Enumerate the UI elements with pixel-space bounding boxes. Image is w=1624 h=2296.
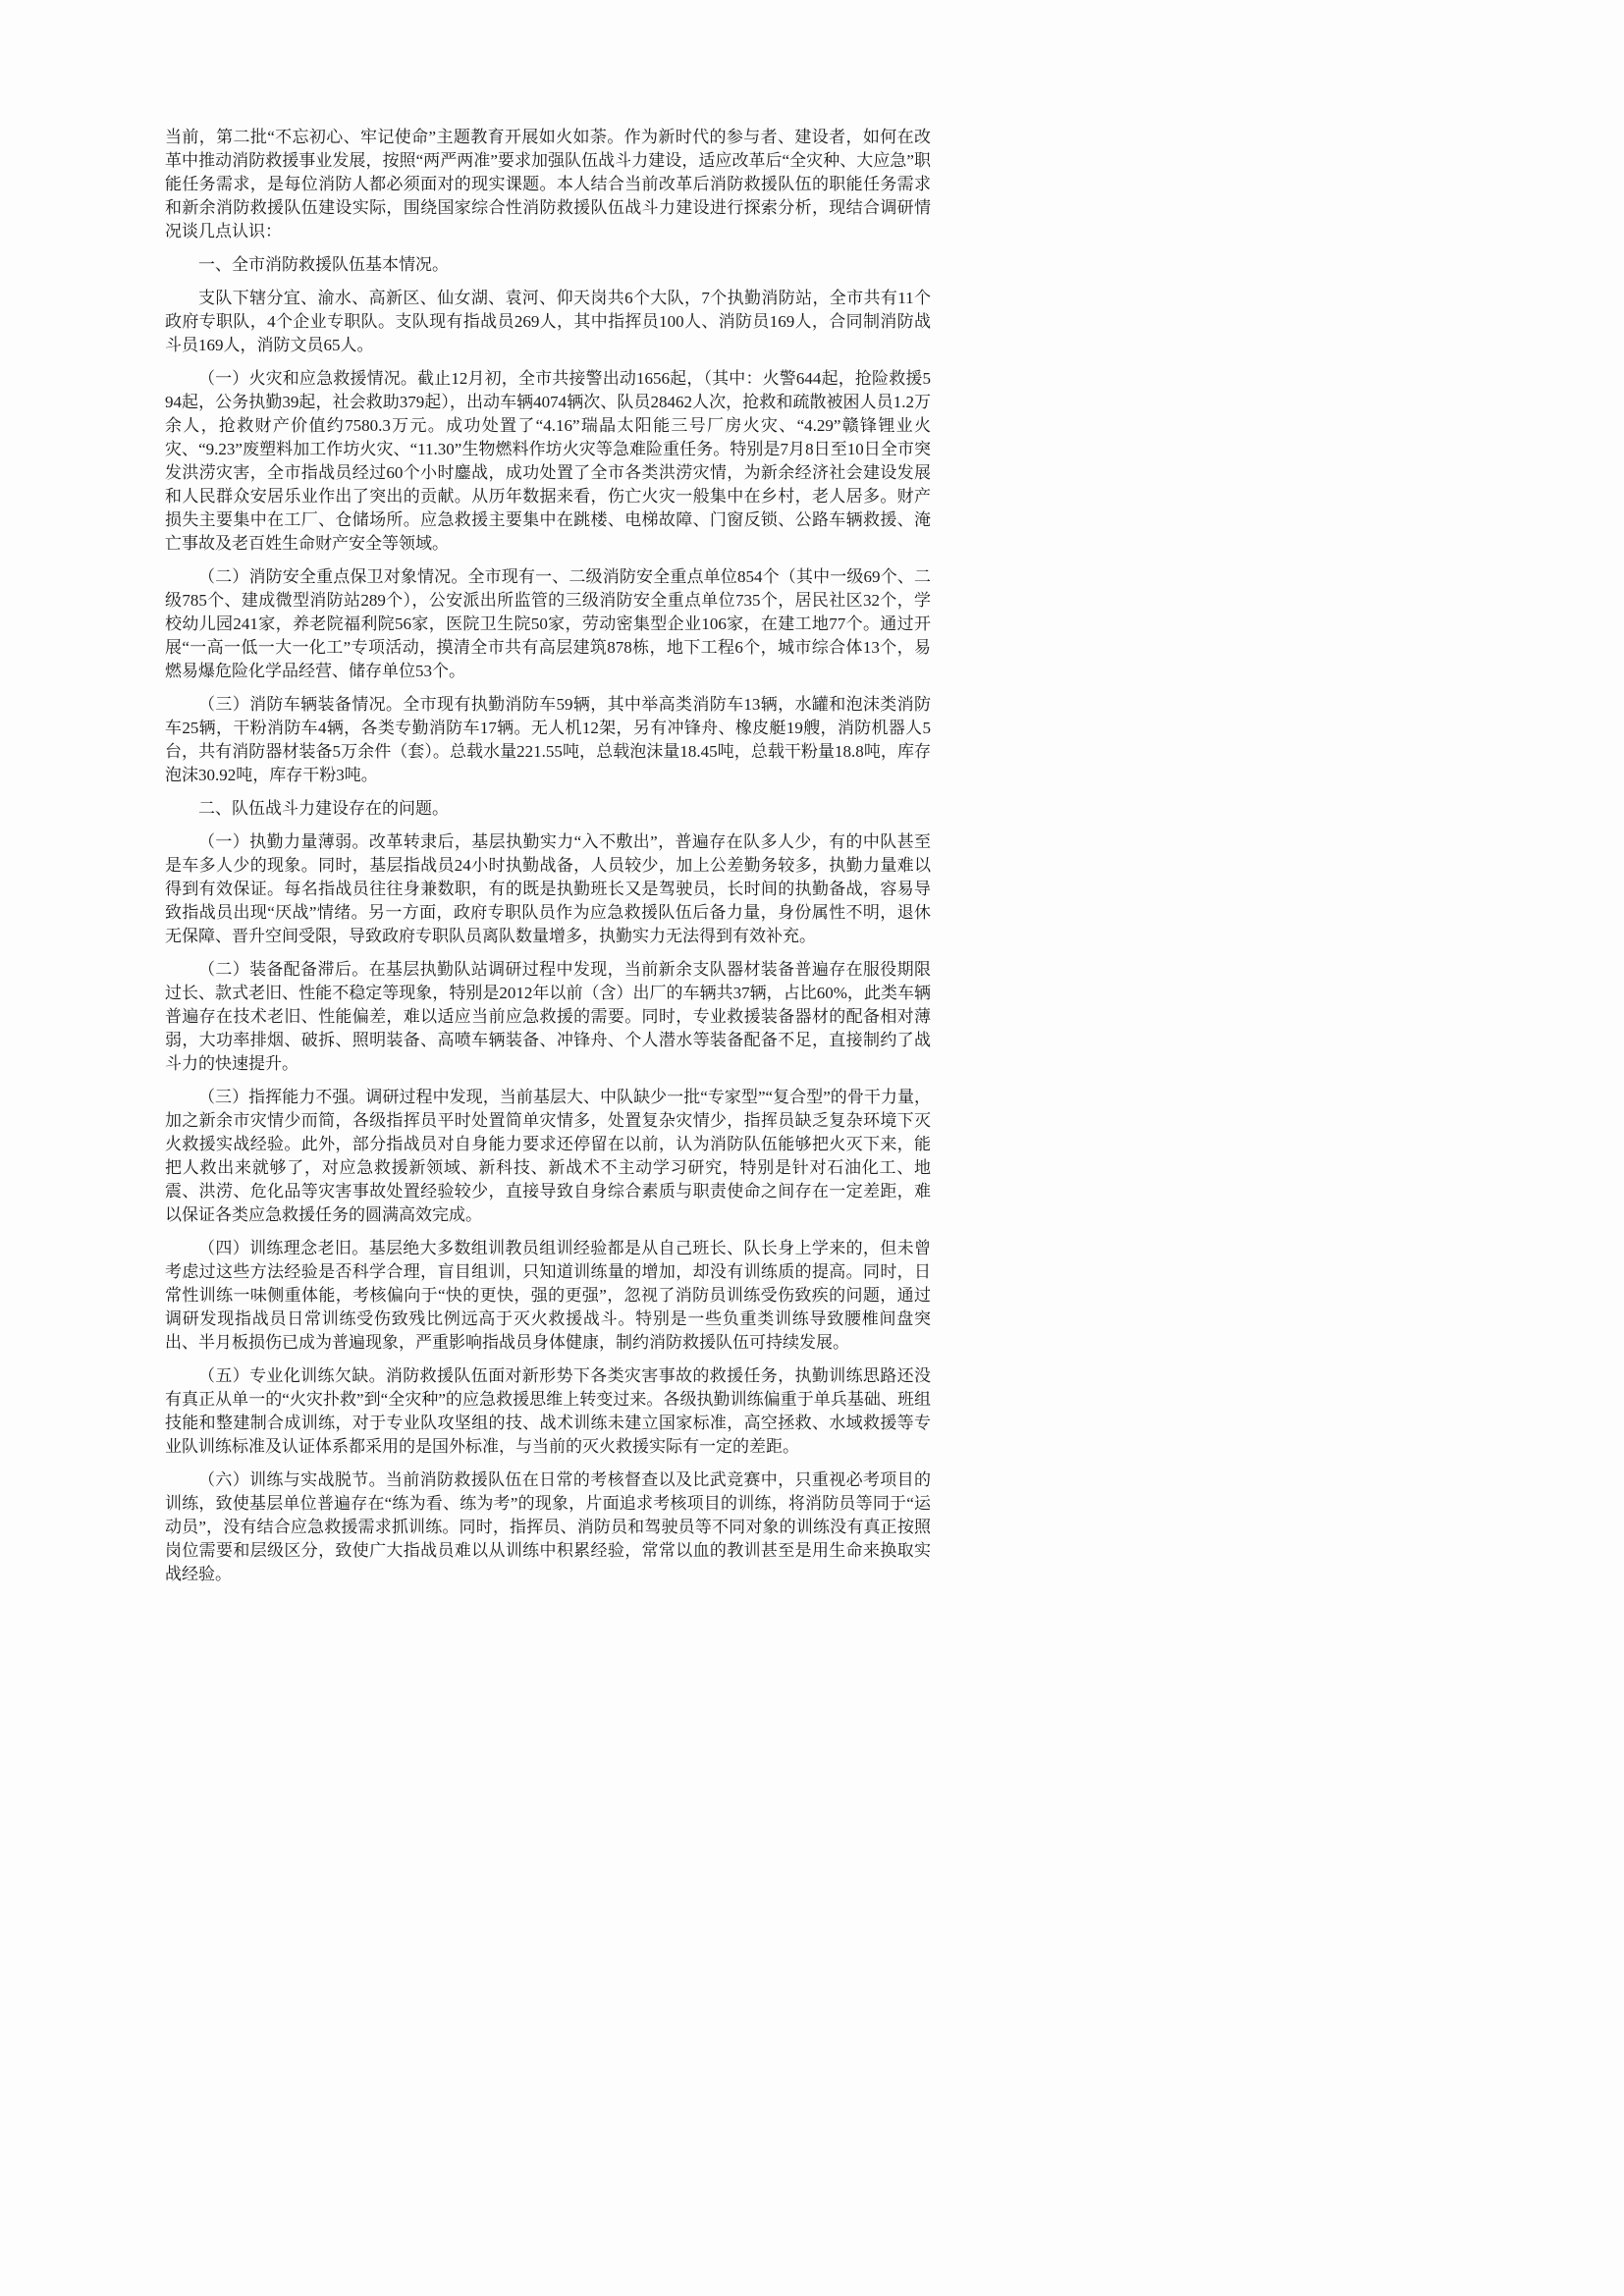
section-heading-problems: 二、队伍战斗力建设存在的问题。 xyxy=(198,799,449,818)
paragraph-outdated-training-concepts: （四）训练理念老旧。基层绝大多数组训教员组训经验都是从自己班长、队长身上学来的，但未曾考虑过这些方法经验是否科学合理，盲目组训，只知道训练量的增加，却没有训练质的提高。同时，日常性训练一味侧重体能，考核偏向于“快的更快，强的更强”，忽视了消防员训练受伤致疾的问题，通过调研发现指战员日常训练受伤致残比例远高于灭火救援战斗。特别是一些负重类训练导致腰椎间盘突出、半月板损伤已成为普遍现象，严重影响指战员身体健康，制约消防救援队伍可持续发展。 xyxy=(165,1239,931,1352)
paragraph-fire-and-rescue-stats: （一）火灾和应急救援情况。截止12月初，全市共接警出动1656起，（其中：火警644起，抢险救援594起，公务执勤39起，社会救助379起），出动车辆4074辆次、队员28462人次，抢救和疏散被困人员1.2万余人，抢救财产价值约7580.3万元。成功处置了“4.16”瑞晶太阳能三号厂房火灾、“4.29”赣锋锂业火灾、“9.23”废塑料加工作坊火灾、“11.30”生物燃料作坊火灾等急难险重任务。特别是7月8日至10日全市突发洪涝灾害，全市指战员经过60个小时鏖战，成功处置了全市各类洪涝灾情，为新余经济社会建设发展和人民群众安居乐业作出了突出的贡献。从历年数据来看，伤亡火灾一般集中在乡村，老人居多。财产损失主要集中在工厂、仓储场所。应急救援主要集中在跳楼、电梯故障、门窗反锁、公路车辆救援、淹亡事故及老百姓生命财产安全等领域。 xyxy=(165,369,931,553)
paragraph-lack-professional-training: （五）专业化训练欠缺。消防救援队伍面对新形势下各类灾害事故的救援任务，执勤训练思路还没有真正从单一的“火灾扑救”到“全灾种”的应急救援思维上转变过来。各级执勤训练偏重于单兵基础、班组技能和整建制合成训练，对于专业队攻坚组的技、战术训练未建立国家标准，高空拯救、水域救援等专业队训练标准及认证体系都采用的是国外标准，与当前的灭火救援实际有一定的差距。 xyxy=(165,1366,931,1456)
intro-paragraph: 当前，第二批“不忘初心、牢记使命”主题教育开展如火如荼。作为新时代的参与者、建设者，如何在改革中推动消防救援事业发展，按照“两严两准”要求加强队伍战斗力建设，适应改革后“全灾种、大应急”职能任务需求，是每位消防人都必须面对的现实课题。本人结合当前改革后消防救援队伍的职能任务需求和新余消防救援队伍建设实际，围绕国家综合性消防救援队伍战斗力建设进行探索分析，现结合调研情况谈几点认识： xyxy=(165,128,931,240)
paragraph-training-combat-disconnect: （六）训练与实战脱节。当前消防救援队伍在日常的考核督查以及比武竞赛中，只重视必考项目的训练，致使基层单位普遍存在“练为看、练为考”的现象，片面追求考核项目的训练，将消防员等同于“运动员”，没有结合应急救援需求抓训练。同时，指挥员、消防员和驾驶员等不同对象的训练没有真正按照岗位需要和层级区分，致使广大指战员难以从训练中积累经验，常常以血的教训甚至是用生命来换取实战经验。 xyxy=(165,1470,931,1583)
document-body xyxy=(165,126,931,1596)
section-heading-basic-situation: 一、全市消防救援队伍基本情况。 xyxy=(198,255,449,274)
paragraph-command-ability-weak: （三）指挥能力不强。调研过程中发现，当前基层大、中队缺少一批“专家型”“复合型”的骨干力量，加之新余市灾情少而简，各级指挥员平时处置简单灾情多，处置复杂灾情少，指挥员缺乏复杂环境下灭火救援实战经验。此外，部分指战员对自身能力要求还停留在以前，认为消防队伍能够把火灭下来，能把人救出来就够了，对应急救援新领域、新科技、新战术不主动学习研究，特别是针对石油化工、地震、洪涝、危化品等灾害事故处置经验较少，直接导致自身综合素质与职责使命之间存在一定差距，难以保证各类应急救援任务的圆满高效完成。 xyxy=(165,1088,931,1224)
paragraph-equipment-lag: （二）装备配备滞后。在基层执勤队站调研过程中发现，当前新余支队器材装备普遍存在服役期限过长、款式老旧、性能不稳定等现象，特别是2012年以前（含）出厂的车辆共37辆，占比60%，此类车辆普遍存在技术老旧、性能偏差，难以适应当前应急救援的需要。同时，专业救援装备器材的配备相对薄弱，大功率排烟、破拆、照明装备、高喷车辆装备、冲锋舟、个人潜水等装备配备不足，直接制约了战斗力的快速提升。 xyxy=(165,960,931,1073)
paragraph-vehicles-equipment: （三）消防车辆装备情况。全市现有执勤消防车59辆，其中举高类消防车13辆，水罐和泡沫类消防车25辆，干粉消防车4辆，各类专勤消防车17辆。无人机12架，另有冲锋舟、橡皮艇19艘，消防机器人5台，共有消防器材装备5万余件（套）。总载水量221.55吨，总载泡沫量18.45吨，总载干粉量18.8吨，库存泡沫30.92吨，库存干粉3吨。 xyxy=(165,695,931,784)
paragraph-duty-strength-weak: （一）执勤力量薄弱。改革转隶后，基层执勤实力“入不敷出”，普遍存在队多人少，有的中队甚至是车多人少的现象。同时，基层指战员24小时执勤战备，人员较少，加上公差勤务较多，执勤力量难以得到有效保证。每名指战员往往身兼数职，有的既是执勤班长又是驾驶员，长时间的执勤备战，容易导致指战员出现“厌战”情绪。另一方面，政府专职队员作为应急救援队伍后备力量，身份属性不明，退休无保障、晋升空间受限，导致政府专职队员离队数量增多，执勤实力无法得到有效补充。 xyxy=(165,832,931,945)
paragraph-brigade-overview: 支队下辖分宜、渝水、高新区、仙女湖、袁河、仰天岗共6个大队，7个执勤消防站，全市共有11个政府专职队，4个企业专职队。支队现有指战员269人，其中指挥员100人、消防员169人，合同制消防战斗员169人，消防文员65人。 xyxy=(165,289,931,354)
paragraph-key-protection-targets: （二）消防安全重点保卫对象情况。全市现有一、二级消防安全重点单位854个（其中一级69个、二级785个、建成微型消防站289个），公安派出所监管的三级消防安全重点单位735个，居民社区32个，学校幼儿园241家，养老院福利院56家，医院卫生院50家，劳动密集型企业106家，在建工地77个。通过开展“一高一低一大一化工”专项活动，摸清全市共有高层建筑878栋，地下工程6个，城市综合体13个，易燃易爆危险化学品经营、储存单位53个。 xyxy=(165,567,931,680)
